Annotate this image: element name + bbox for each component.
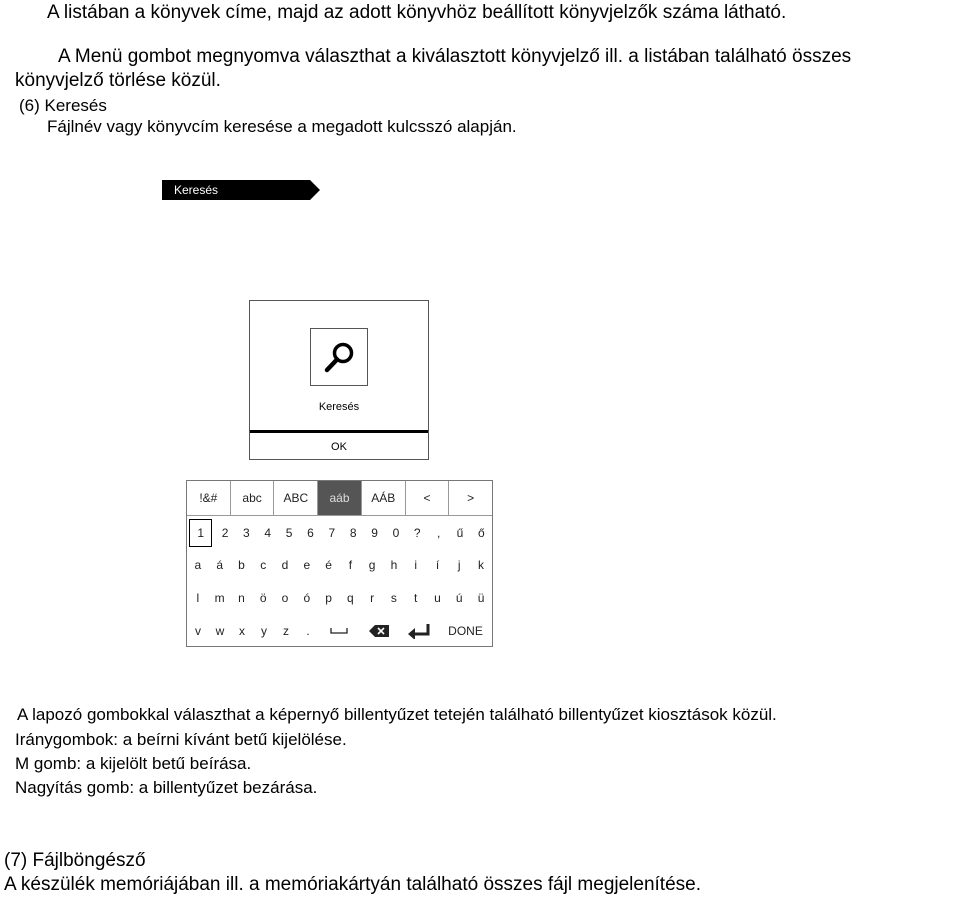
key[interactable]: 5 [285, 526, 293, 540]
layout-tab[interactable]: < [406, 481, 450, 515]
key[interactable]: ü [477, 591, 485, 605]
paragraph-4: Nagyítás gomb: a billentyűzet bezárása. [15, 778, 318, 797]
keyboard-row-2 [187, 549, 492, 581]
key[interactable]: r [370, 591, 375, 605]
key[interactable]: l [196, 591, 200, 605]
key[interactable]: 2 [221, 526, 229, 540]
key[interactable]: í [435, 558, 440, 572]
key[interactable]: ő [478, 526, 485, 540]
text-line-2: A Menü gombot megnyomva választhat a kiválasztott könyvjelző ill. a listában található összes [58, 46, 852, 67]
key[interactable]: 6 [307, 526, 314, 540]
key[interactable]: 8 [349, 526, 357, 540]
enter-key[interactable] [399, 615, 439, 647]
key[interactable]: b [238, 558, 245, 572]
key[interactable]: ó [303, 591, 311, 605]
text-line-3: könyvjelző törlése közül. [15, 70, 221, 91]
key[interactable]: 7 [328, 526, 336, 540]
key[interactable]: 9 [371, 526, 378, 540]
layout-tabs [187, 481, 492, 516]
key[interactable]: ? [413, 526, 421, 540]
backspace-key[interactable] [359, 615, 399, 647]
key[interactable]: f [348, 558, 353, 572]
space-icon [329, 626, 349, 636]
key[interactable]: e [303, 558, 311, 572]
layout-tab[interactable]: ABC [274, 481, 318, 515]
layout-tab[interactable]: > [467, 491, 475, 505]
ok-button[interactable]: OK [331, 441, 347, 453]
backspace-icon [368, 624, 390, 638]
key[interactable]: t [414, 591, 418, 605]
key[interactable]: a [194, 558, 202, 572]
key[interactable]: h [390, 558, 398, 572]
layout-tab[interactable]: !&# [187, 481, 231, 515]
key[interactable]: x [239, 624, 245, 638]
keyboard-row-4 [187, 615, 492, 647]
key[interactable]: 0 [392, 526, 400, 540]
section-6-heading: (6) Keresés [19, 96, 107, 115]
key[interactable]: 4 [264, 526, 272, 540]
layout-tab[interactable]: AÁB [362, 481, 406, 515]
paragraph-2: Iránygombok: a beírni kívánt betű kijelölése. [15, 730, 347, 749]
key[interactable]: n [238, 591, 245, 605]
dialog-divider [250, 430, 428, 433]
paragraph-3: M gomb: a kijelölt betű beírása. [15, 754, 252, 773]
search-icon-button[interactable] [310, 328, 368, 386]
keyboard-row-1 [187, 517, 492, 549]
key[interactable]: ú [455, 591, 463, 605]
key[interactable]: 3 [243, 526, 250, 540]
key[interactable]: z [283, 624, 289, 638]
done-key[interactable]: DONE [448, 624, 483, 638]
key[interactable]: , [436, 526, 441, 540]
section-6-desc: Fájlnév vagy könyvcím keresése a megadott kulcsszó alapján. [47, 117, 517, 136]
key[interactable]: i [414, 558, 418, 572]
screen-header-bar [162, 180, 310, 200]
search-dialog [249, 300, 429, 460]
key[interactable]: w [215, 624, 225, 638]
key[interactable]: d [281, 558, 289, 572]
layout-tab[interactable]: aáb [318, 481, 362, 515]
enter-icon [407, 623, 431, 639]
key[interactable]: ö [259, 591, 267, 605]
key[interactable]: 1 [189, 519, 212, 547]
key[interactable]: u [434, 591, 441, 605]
key[interactable]: j [457, 558, 461, 572]
key[interactable]: é [325, 558, 332, 572]
key[interactable]: o [281, 591, 289, 605]
key[interactable]: s [390, 591, 397, 605]
screen-header-title: Keresés [174, 183, 219, 197]
key[interactable]: p [325, 591, 332, 605]
key[interactable]: y [261, 624, 267, 638]
key[interactable]: ű [456, 526, 464, 540]
key[interactable]: v [195, 624, 201, 638]
key[interactable]: k [478, 558, 485, 572]
key[interactable]: c [260, 558, 267, 572]
space-key[interactable] [319, 615, 359, 647]
section-7-desc: A készülék memóriájában ill. a memóriakártyán található összes fájl megjelenítése. [4, 874, 701, 895]
key[interactable]: á [216, 558, 224, 572]
text-line-1: A listában a könyvek címe, majd az adott könyvhöz beállított könyvjelzők száma látható. [47, 2, 787, 23]
key[interactable]: q [347, 591, 354, 605]
layout-tab[interactable]: abc [231, 481, 275, 515]
paragraph-1: A lapozó gombokkal választhat a képernyő billentyűzet tetején található billentyűzet kiosztások közül. [17, 705, 777, 724]
dialog-label: Keresés [318, 401, 360, 413]
section-7-heading: (7) Fájlböngésző [4, 850, 146, 871]
keyboard-row-3 [187, 582, 492, 614]
magnifier-icon [311, 329, 367, 385]
key[interactable]: m [214, 591, 225, 605]
key[interactable]: . [306, 624, 310, 638]
key[interactable]: g [368, 558, 376, 572]
on-screen-keyboard [186, 480, 493, 647]
